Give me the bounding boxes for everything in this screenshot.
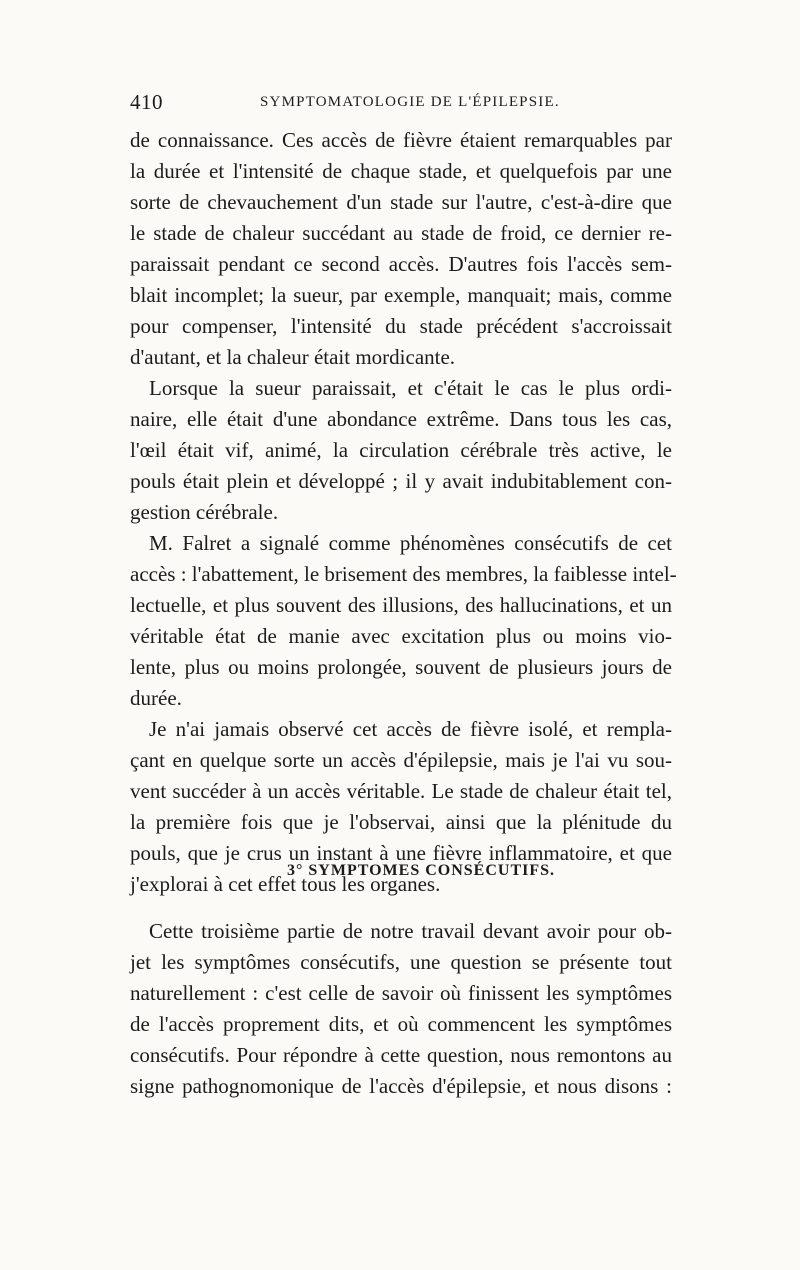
text-line: çant en quelque sorte un accès d'épilepsie, mais je l'ai vu sou- <box>130 748 672 772</box>
text-line: lente, plus ou moins prolongée, souvent de plusieurs jours de <box>130 655 672 679</box>
text-line: naturellement : c'est celle de savoir où finissent les symptômes <box>130 981 672 1005</box>
page-number: 410 <box>130 90 163 114</box>
paragraph <box>130 528 677 714</box>
text-line: Je n'ai jamais observé cet accès de fièvre isolé, et rempla- <box>149 717 672 741</box>
text-line: sorte de chevauchement d'un stade sur l'autre, c'est-à-dire que <box>130 190 672 214</box>
text-line: pour compenser, l'intensité du stade précédent s'accroissait <box>130 314 672 338</box>
paragraph <box>130 125 672 373</box>
text-line: vent succéder à un accès véritable. Le stade de chaleur était tel, <box>130 779 672 803</box>
page-header <box>130 90 670 120</box>
text-line: pouls, que je crus un instant à une fièvre inflammatoire, et que <box>130 841 672 865</box>
text-line: M. Falret a signalé comme phénomènes consécutifs de cet <box>149 531 672 555</box>
text-line: accès : l'abattement, le brisement des membres, la faiblesse intel- <box>130 562 677 586</box>
body-text <box>130 125 677 900</box>
text-line: jet les symptômes consécutifs, une question se présente tout <box>130 950 672 974</box>
text-line: l'œil était vif, animé, la circulation cérébrale très active, le <box>130 438 672 462</box>
text-line: d'autant, et la chaleur était mordicante. <box>130 345 456 369</box>
text-line: Cette troisième partie de notre travail devant avoir pour ob- <box>149 919 672 943</box>
running-head: SYMPTOMATOLOGIE DE L'ÉPILEPSIE. <box>260 94 560 110</box>
text-line: durée. <box>130 686 182 710</box>
text-line: de l'accès proprement dits, et où commencent les symptômes <box>130 1012 672 1036</box>
text-line: paraissait pendant ce second accès. D'autres fois l'accès sem- <box>130 252 672 276</box>
text-line: gestion cérébrale. <box>130 500 279 524</box>
text-line: lectuelle, et plus souvent des illusions, des hallucinations, et un <box>130 593 672 617</box>
text-line: la durée et l'intensité de chaque stade, et quelquefois par une <box>130 159 672 183</box>
section-title: 3° SYMPTOMES CONSÉCUTIFS. <box>286 862 556 879</box>
text-line: de connaissance. Ces accès de fièvre étaient remarquables par <box>130 128 672 152</box>
text-line: consécutifs. Pour répondre à cette question, nous remontons au <box>130 1043 672 1067</box>
text-line: la première fois que je l'observai, ainsi que la plénitude du <box>130 810 672 834</box>
text-line: le stade de chaleur succédant au stade de froid, ce dernier re- <box>130 221 672 245</box>
text-line: naire, elle était d'une abondance extrême. Dans tous les cas, <box>130 407 672 431</box>
paragraph <box>130 373 672 528</box>
text-line: blait incomplet; la sueur, par exemple, manquait; mais, comme <box>130 283 672 307</box>
section-body-text <box>130 916 672 1102</box>
text-line: véritable état de manie avec excitation plus ou moins vio- <box>130 624 672 648</box>
text-line: signe pathognomonique de l'accès d'épilepsie, et nous disons : <box>130 1074 672 1098</box>
paragraph <box>130 916 672 1102</box>
text-line: j'explorai à cet effet tous les organes. <box>130 872 441 896</box>
text-line: Lorsque la sueur paraissait, et c'était le cas le plus ordi- <box>149 376 672 400</box>
text-line: pouls était plein et développé ; il y avait indubitablement con- <box>130 469 672 493</box>
